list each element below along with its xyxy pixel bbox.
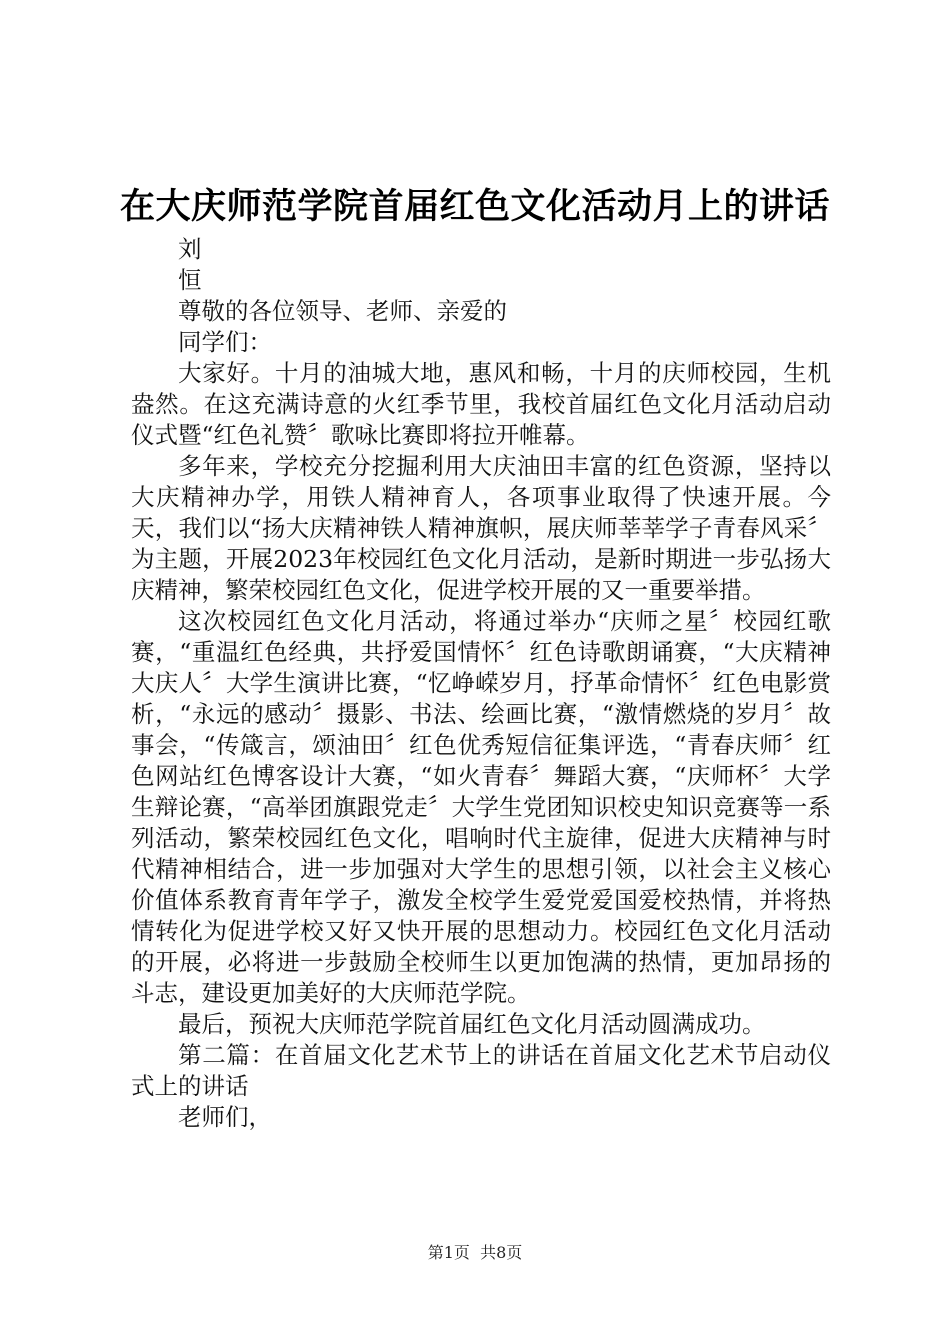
page-number: 第1页	[427, 1243, 470, 1262]
author-given-name: 恒	[178, 266, 202, 294]
section-heading: 第二篇：在首届文化艺术节上的讲话在首届文化艺术节启动仪式上的讲话	[131, 1041, 831, 1100]
document-body	[131, 234, 831, 1133]
footer-spacer	[470, 1243, 480, 1262]
document-title: 在大庆师范学院首届红色文化活动月上的讲话	[119, 187, 830, 227]
salutation-line-2: 同学们：	[178, 328, 272, 356]
salutation-line-1: 尊敬的各位领导、老师、亲爱的	[178, 297, 507, 325]
salutation-line: 老师们，	[178, 1103, 272, 1131]
page-total: 共8页	[480, 1243, 523, 1262]
body-paragraph: 多年来，学校充分挖掘利用大庆油田丰富的红色资源，坚持以大庆精神办学，用铁人精神育人，各项事业取得了快速开展。今天，我们以“扬大庆精神铁人精神旗帜，展庆师莘莘学子青春风采〞为主题，开展2023年校园红色文化月活动，是新时期进一步弘扬大庆精神，繁荣校园红色文化，促进学校开展的又一重要举措。	[131, 452, 831, 604]
body-paragraph: 大家好。十月的油城大地，惠风和畅，十月的庆师校园，生机盎然。在这充满诗意的火红季节里，我校首届红色文化月活动启动仪式暨“红色礼赞〞歌咏比赛即将拉开帷幕。	[131, 359, 831, 449]
page-footer	[0, 1242, 950, 1264]
author-surname: 刘	[178, 235, 202, 263]
body-paragraph: 这次校园红色文化月活动，将通过举办“庆师之星〞校园红歌赛，“重温红色经典，共抒爱国情怀〞红色诗歌朗诵赛，“大庆精神大庆人〞大学生演讲比赛，“忆峥嵘岁月，抒革命情怀〞红色电影赏析，“永远的感动〞摄影、书法、绘画比赛，“激情燃烧的岁月〞故事会，“传箴言，颂油田〞红色优秀短信征集评选，“青春庆师〞红色网站红色博客设计大赛，“如火青春〞舞蹈大赛，“庆师杯〞大学生辩论赛，“高举团旗跟党走〞大学生党团知识校史知识竞赛等一系列活动，繁荣校园红色文化，唱响时代主旋律，促进大庆精神与时代精神相结合，进一步加强对大学生的思想引领，以社会主义核心价值体系教育青年学子，激发全校学生爱党爱国爱校热情，并将热情转化为促进学校又好又快开展的思想动力。校园红色文化月活动的开展，必将进一步鼓励全校师生以更加饱满的热情，更加昂扬的斗志，建设更加美好的大庆师范学院。	[131, 607, 831, 1007]
body-paragraph: 最后，预祝大庆师范学院首届红色文化月活动圆满成功。	[178, 1010, 766, 1038]
